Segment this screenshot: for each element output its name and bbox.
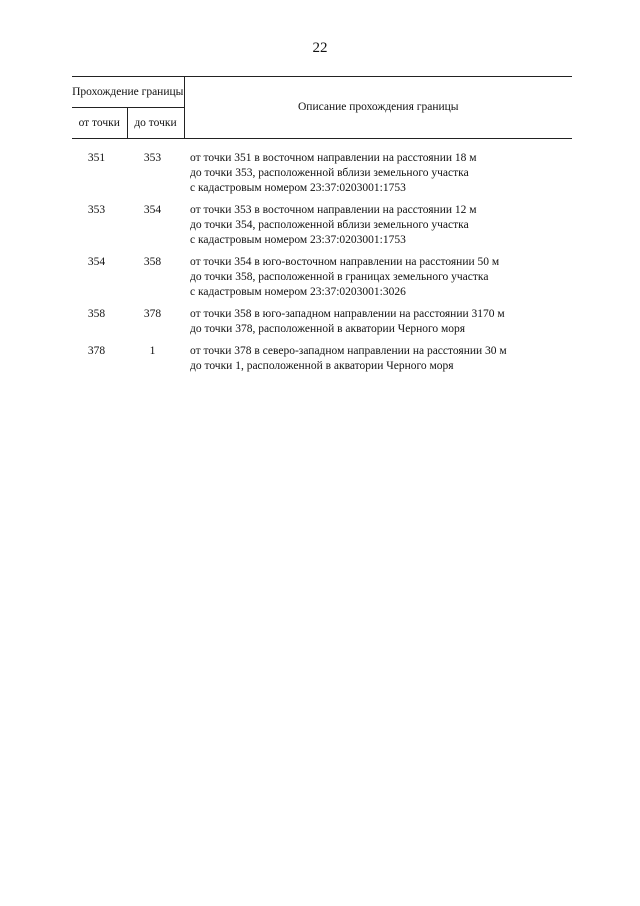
description-cell — [184, 307, 572, 344]
to-point-cell: 358 — [143, 256, 162, 268]
from-point-cell: 378 — [87, 345, 106, 357]
description-line: от точки 378 в северо-западном направлении на расстоянии 30 м — [190, 345, 507, 357]
boundary-table — [72, 76, 572, 381]
table-row — [72, 139, 572, 204]
header-description: Описание прохождения границы — [184, 77, 572, 139]
description-line: от точки 358 в юго-западном направлении на расстоянии 3170 м — [190, 308, 505, 320]
from-point-cell: 353 — [87, 204, 106, 216]
description-line: с кадастровым номером 23:37:0203001:1753 — [190, 182, 406, 194]
to-point-cell: 378 — [143, 308, 162, 320]
from-point-cell: 358 — [87, 308, 106, 320]
description-cell — [184, 139, 572, 204]
to-point-cell: 1 — [149, 345, 156, 357]
description-line: до точки 1, расположенной в акватории Черного моря — [190, 360, 454, 372]
description-cell — [184, 255, 572, 307]
header-boundary-passage: Прохождение границы — [72, 77, 184, 108]
description-cell — [184, 344, 572, 381]
description-line: от точки 353 в восточном направлении на расстоянии 12 м — [190, 204, 477, 216]
table-row — [72, 344, 572, 381]
table-row — [72, 203, 572, 255]
description-cell — [184, 203, 572, 255]
table-body — [72, 139, 572, 382]
table-row — [72, 307, 572, 344]
from-point-cell: 354 — [87, 256, 106, 268]
header-from-point: от точки — [72, 108, 127, 139]
page-number: 22 — [312, 40, 328, 56]
header-to-point: до точки — [127, 108, 184, 139]
description-line: с кадастровым номером 23:37:0203001:1753 — [190, 234, 406, 246]
description-line: до точки 353, расположенной вблизи земельного участка — [190, 167, 469, 179]
description-line: с кадастровым номером 23:37:0203001:3026 — [190, 286, 406, 298]
description-line: от точки 351 в восточном направлении на расстоянии 18 м — [190, 152, 477, 164]
to-point-cell: 354 — [143, 204, 162, 216]
description-line: до точки 354, расположенной вблизи земельного участка — [190, 219, 469, 231]
table-row — [72, 255, 572, 307]
description-line: от точки 354 в юго-восточном направлении на расстоянии 50 м — [190, 256, 500, 268]
description-line: до точки 358, расположенной в границах земельного участка — [190, 271, 489, 283]
to-point-cell: 353 — [143, 152, 162, 164]
from-point-cell: 351 — [87, 152, 106, 164]
description-line: до точки 378, расположенной в акватории Черного моря — [190, 323, 466, 335]
